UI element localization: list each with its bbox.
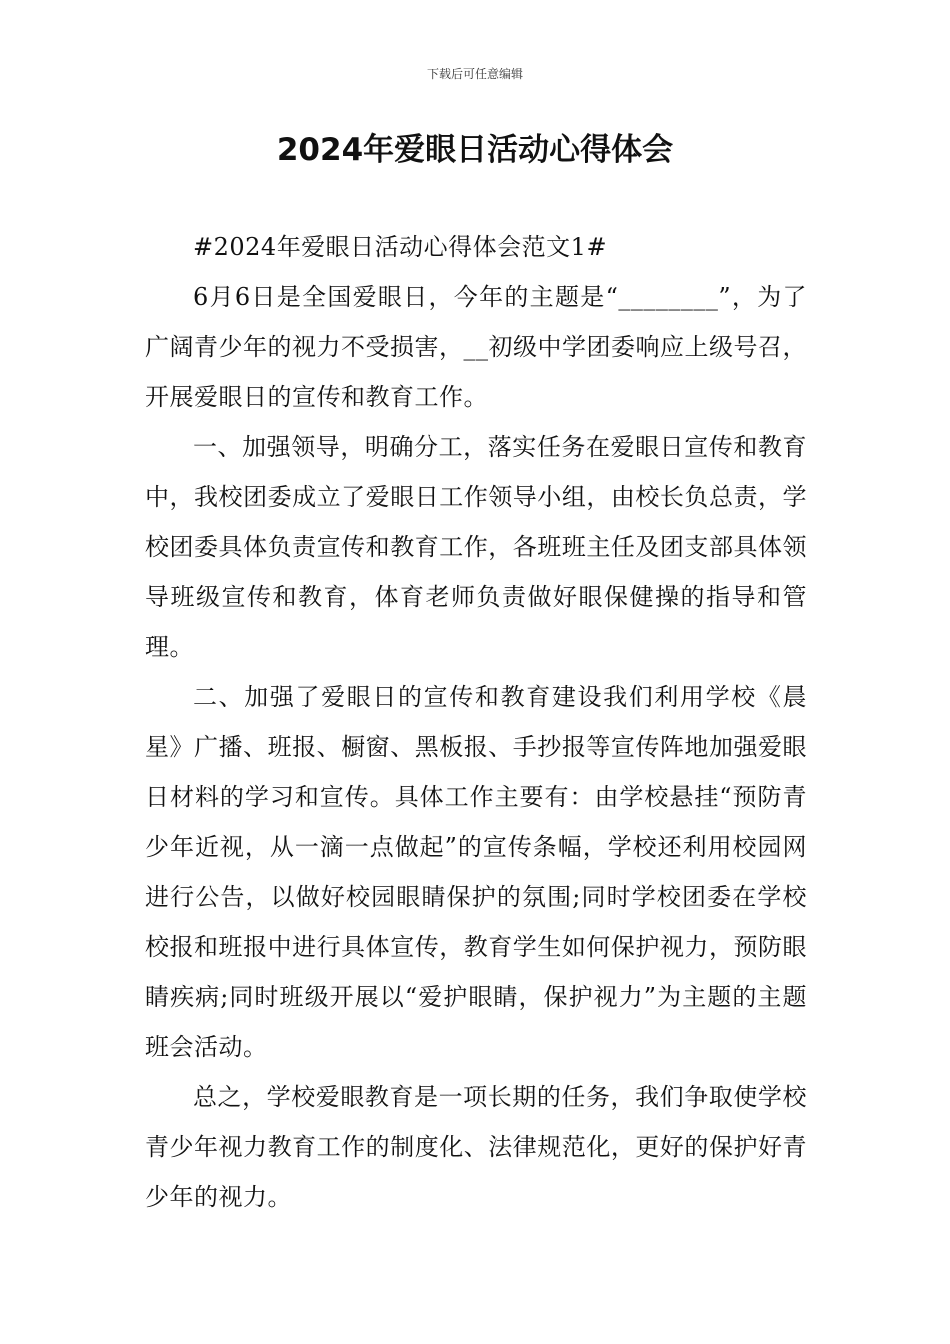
page-header-note: 下载后可任意编辑 <box>426 67 523 81</box>
document-body <box>145 222 807 1222</box>
body-paragraph-publicity: 二、加强了爱眼日的宣传和教育建设我们利用学校《晨星》广播、班报、橱窗、黑板报、手抄报等宣传阵地加强爱眼日材料的学习和宣传。具体工作主要有：由学校悬挂“预防青少年近视，从一滴一点做起”的宣传条幅，学校还利用校园网进行公告，以做好校园眼睛保护的氛围;同时学校团委在学校校报和班报中进行具体宣传，教育学生如何保护视力，预防眼睛疾病;同时班级开展以“爱护眼睛，保护视力”为主题的主题班会活动。 <box>145 683 807 1061</box>
document-title: 2024年爱眼日活动心得体会 <box>276 132 674 168</box>
body-paragraph-intro: 6月6日是全国爱眼日，今年的主题是“________”，为了广阔青少年的视力不受损害，__初级中学团委响应上级号召，开展爱眼日的宣传和教育工作。 <box>145 283 807 411</box>
body-paragraph-leadership: 一、加强领导，明确分工，落实任务在爱眼日宣传和教育中，我校团委成立了爱眼日工作领导小组，由校长负总责，学校团委具体负责宣传和教育工作，各班班主任及团支部具体领导班级宣传和教育，体育老师负责做好眼保健操的指导和管理。 <box>145 433 807 661</box>
body-paragraph-conclusion: 总之，学校爱眼教育是一项长期的任务，我们争取使学校青少年视力教育工作的制度化、法律规范化，更好的保护好青少年的视力。 <box>145 1083 807 1211</box>
section-heading: #2024年爱眼日活动心得体会范文1# <box>193 233 608 261</box>
